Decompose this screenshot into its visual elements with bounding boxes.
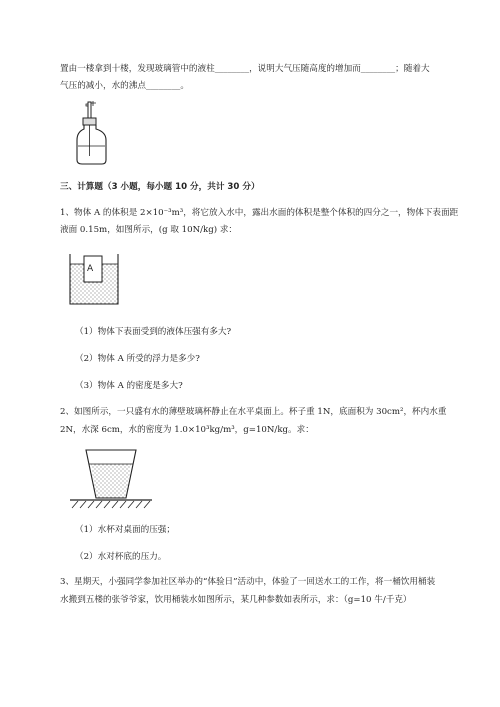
q3-line-2: 水搬到五楼的张爷爷家，饮用桶装水如图所示，某几种参数如表所示，求：（g=10 牛/千克）	[60, 595, 412, 605]
prev-question-line-2: 气压的减小，水的沸点________。	[60, 81, 189, 91]
block-a-label: A	[87, 264, 94, 274]
q1-sub-2: （2）物体 A 所受的浮力是多少?	[75, 354, 200, 364]
bottle-figure	[74, 100, 110, 168]
section-3-heading: 三、计算题（3 小题，每小题 10 分，共计 30 分）	[60, 182, 260, 192]
cup-on-table-figure	[68, 446, 154, 510]
q2-sub-2: （2）水对杯底的压力。	[75, 552, 167, 562]
q1-line-2: 液面 0.15m，如图所示，(g 取 10N/kg) 求：	[60, 225, 238, 235]
q1-sub-3: （3）物体 A 的密度是多大?	[75, 381, 183, 391]
q2-line-2: 2N，水深 6cm，水的密度为 1.0×10³kg/m³，g=10N/kg。求：	[60, 425, 314, 435]
prev-question-line-1: 置由一楼拿到十楼，发现玻璃管中的液柱________，说明大气压随高度的增加而________；随着大	[60, 64, 430, 74]
q3-line-1: 3、星期天，小强同学参加社区举办的“体验日”活动中，体验了一回送水工的工作，将一桶饮用桶装	[60, 577, 436, 587]
q2-sub-1: （1）水杯对桌面的压强；	[75, 525, 175, 535]
q1-sub-1: （1）物体下表面受到的液体压强有多大?	[75, 327, 232, 337]
container-figure	[66, 252, 122, 306]
q2-line-1: 2、如图所示，一只盛有水的薄壁玻璃杯静止在水平桌面上。杯子重 1N，底面积为 30cm²，杯内水重	[60, 407, 447, 417]
q1-line-1: 1、物体 A 的体积是 2×10⁻³m³，将它放入水中，露出水面的体积是整个体积的四分之一，物体下表面距	[60, 208, 459, 218]
